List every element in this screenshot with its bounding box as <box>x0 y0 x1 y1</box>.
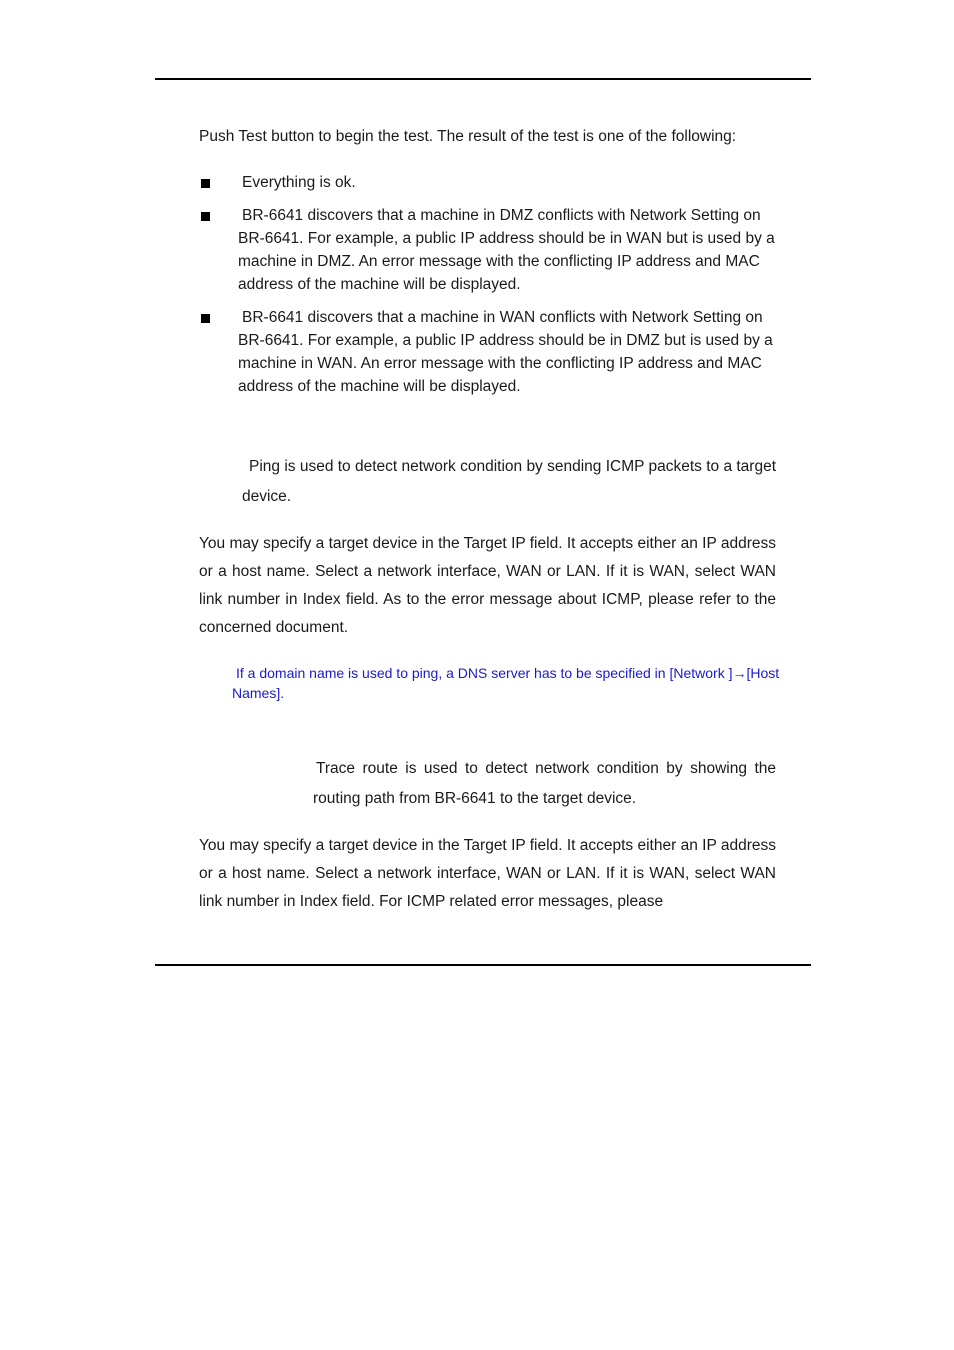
header-rule <box>155 78 811 80</box>
square-bullet-icon <box>201 179 210 188</box>
result-item-text: Everything is ok. <box>242 174 356 191</box>
trace-route-description: Trace route is used to detect network condition by showing the routing path from BR-6641 to the target device. <box>313 760 776 807</box>
square-bullet-icon <box>201 314 210 323</box>
intro-paragraph: Push Test button to begin the test. The result of the test is one of the following: <box>199 128 737 145</box>
trace-route-paragraph: You may specify a target device in the Target IP field. It accepts either an IP address or a host name. Select a network interface, WAN or LAN. If it is WAN, select WAN link number in Index field. For ICMP related error messages, please <box>199 837 776 910</box>
ping-paragraph: You may specify a target device in the Target IP field. It accepts either an IP address or a host name. Select a network interface, WAN or LAN. If it is WAN, select WAN link number in Index field. As to the error message about ICMP, please refer to the concerned document. <box>199 535 776 636</box>
ping-note: If a domain name is used to ping, a DNS server has to be specified in [Network ]→[Host Names]. <box>232 665 780 701</box>
result-item-text: BR-6641 discovers that a machine in WAN conflicts with Network Setting on BR-6641. For example, a public IP address should be in DMZ but is used by a machine in WAN. An error message with the conflicting IP address and MAC address of the machine will be displayed. <box>238 309 773 395</box>
square-bullet-icon <box>201 212 210 221</box>
result-item-text: BR-6641 discovers that a machine in DMZ conflicts with Network Setting on BR-6641. For example, a public IP address should be in WAN but is used by a machine in DMZ. An error message with the conflicting IP address and MAC address of the machine will be displayed. <box>238 207 775 293</box>
footer-rule <box>155 964 811 966</box>
ping-description: Ping is used to detect network condition by sending ICMP packets to a target device. <box>242 458 777 505</box>
